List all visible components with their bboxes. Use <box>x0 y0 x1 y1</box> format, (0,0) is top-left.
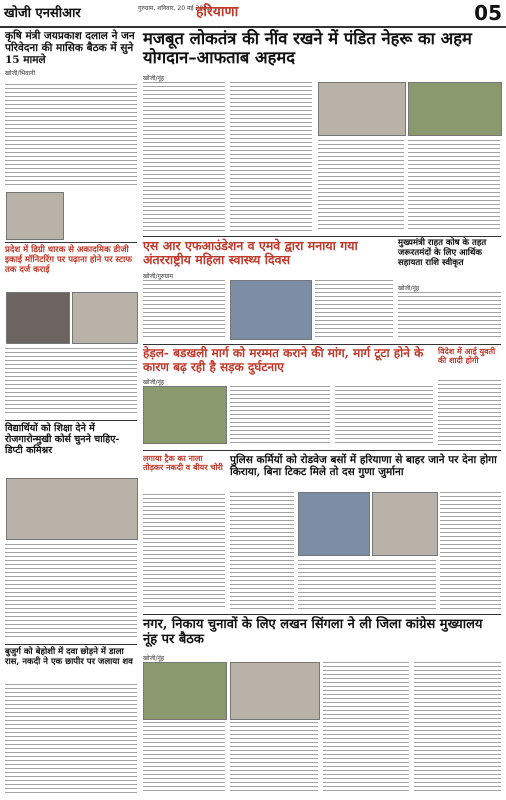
story-police-bus-fare <box>230 454 501 478</box>
story-body-text <box>230 722 318 794</box>
divider <box>143 344 501 345</box>
story-body-text <box>5 84 137 188</box>
story-byline: खोजी/गुरुग्राम <box>143 273 173 280</box>
bus-photo <box>298 492 370 556</box>
story-elderly-case <box>5 648 137 668</box>
story-body-text <box>143 722 225 794</box>
divider <box>143 450 501 451</box>
officer-photo <box>72 292 138 344</box>
divider <box>143 236 501 237</box>
story-nehru-foundation <box>143 30 501 68</box>
story-headline: पुलिस कर्मियों को रोडवेज बसों में हरियाणा से बाहर जाने पर देना होगा किराया, बिना टिकट मिले तो दस गुणा जुर्माना <box>230 454 497 479</box>
story-body-text <box>315 280 393 340</box>
officer-photo <box>6 292 70 344</box>
divider <box>5 644 137 645</box>
story-body-text <box>230 492 294 610</box>
story-body-text <box>408 140 500 232</box>
story-byline: खोजी/नूंह <box>143 655 165 662</box>
meeting-photo <box>143 662 227 720</box>
story-road-repair <box>143 347 433 375</box>
story-headline: नगर, निकाय चुनावों के लिए लखन सिंगला ने ली जिला कांग्रेस मुख्यालय नूंह पर बैठक <box>143 617 483 647</box>
story-headline: प्रदेश में डिग्री धारक से अकादमिक डीजी इकाई मॉनिटरिंग पर पढ़ाना होने पर स्टाफ तक दर्ज कराई <box>5 245 132 275</box>
story-body-text <box>143 280 225 340</box>
story-body-text <box>143 82 225 232</box>
divider <box>143 614 501 615</box>
story-body-text <box>298 560 436 610</box>
story-byline: खोजी/नूंह <box>143 379 165 386</box>
story-body-text <box>438 380 501 446</box>
divider <box>5 420 137 421</box>
story-headline: बुजुर्ग को बेहोशी में दवा छोड़ने में डाला रास, नकदी ने एक छापीर पर जलाया शव <box>5 647 133 667</box>
story-body-text <box>323 662 409 794</box>
story-headline: मजबूत लोकतंत्र की नींव रखने में पंडित नेहरू का अहम योगदान–आफताब अहमद <box>143 29 472 67</box>
story-body-text <box>230 386 330 446</box>
page-number: 05 <box>474 1 502 25</box>
divider <box>5 242 137 243</box>
students-photo <box>6 478 138 540</box>
story-students-career <box>5 424 137 457</box>
story-headline: विद्यार्थियों को शिक्षा देने में रोजगारोन्मुखी कोर्स चुनने चाहिए- डिप्टी कमिश्नर <box>5 423 120 456</box>
story-womens-health-day <box>143 239 393 268</box>
story-body-text <box>143 494 225 610</box>
story-byline: खोजी/भिवानी <box>5 70 36 78</box>
story-body-text <box>5 544 137 640</box>
story-body-text <box>440 492 501 610</box>
story-byline: खोजी/नूंह <box>398 285 420 292</box>
event-photo <box>318 82 406 136</box>
road-photo <box>143 386 227 444</box>
section-title: हरियाणा <box>196 4 239 20</box>
story-degree-holder <box>5 246 137 275</box>
story-headline: एस आर एफआउंडेशन व एमवे द्वारा मनाया गया अंतरराष्ट्रीय महिला स्वास्थ्य दिवस <box>143 238 358 268</box>
event-photo <box>408 82 502 136</box>
tickets-photo <box>372 492 438 556</box>
story-agriculture-minister <box>5 30 137 77</box>
story-body-text <box>5 684 137 794</box>
story-cm-relief-fund <box>398 239 501 268</box>
newspaper-brand: खोजी एनसीआर <box>4 6 81 21</box>
story-body-text <box>414 662 501 794</box>
story-theft <box>143 454 225 472</box>
issue-date: गुरुग्राम, शनिवार, 20 मई 2022 <box>138 5 211 12</box>
story-headline: हेड़ल- बडखली मार्ग को मरम्मत कराने की मांग, मार्ग टूटा होने के कारण बढ़ रही है सड़क दुर्घटनाए <box>143 346 424 374</box>
story-headline: विदेश में आई युवती की शादी होगी <box>438 346 496 366</box>
masthead <box>0 0 506 28</box>
story-byline: खोजी/नूंह <box>143 75 165 82</box>
story-congress-meeting <box>143 618 501 648</box>
event-photo <box>230 280 312 340</box>
story-headline: कृषि मंत्री जयप्रकाश दलाल ने जन परिवेदना की मासिक बैठक में सुने 15 मामले <box>5 30 135 67</box>
story-body-text <box>398 292 501 340</box>
story-foreign-girl <box>438 347 501 365</box>
meeting-photo <box>230 662 320 720</box>
story-headline: मुख्यमंत्री राहत कोष के तहत जरूरतमंदों के लिए आर्थिक सहायता राशि स्वीकृत <box>398 238 487 268</box>
story-body-text <box>318 140 404 232</box>
story-body-text <box>230 82 312 232</box>
story-headline: लगाया ट्रैक का नाला तोड़कर नकदी व बीयर चोरी <box>143 453 223 473</box>
story-body-text <box>335 386 433 446</box>
story-body-text <box>5 348 137 416</box>
officer-photo <box>6 192 64 240</box>
